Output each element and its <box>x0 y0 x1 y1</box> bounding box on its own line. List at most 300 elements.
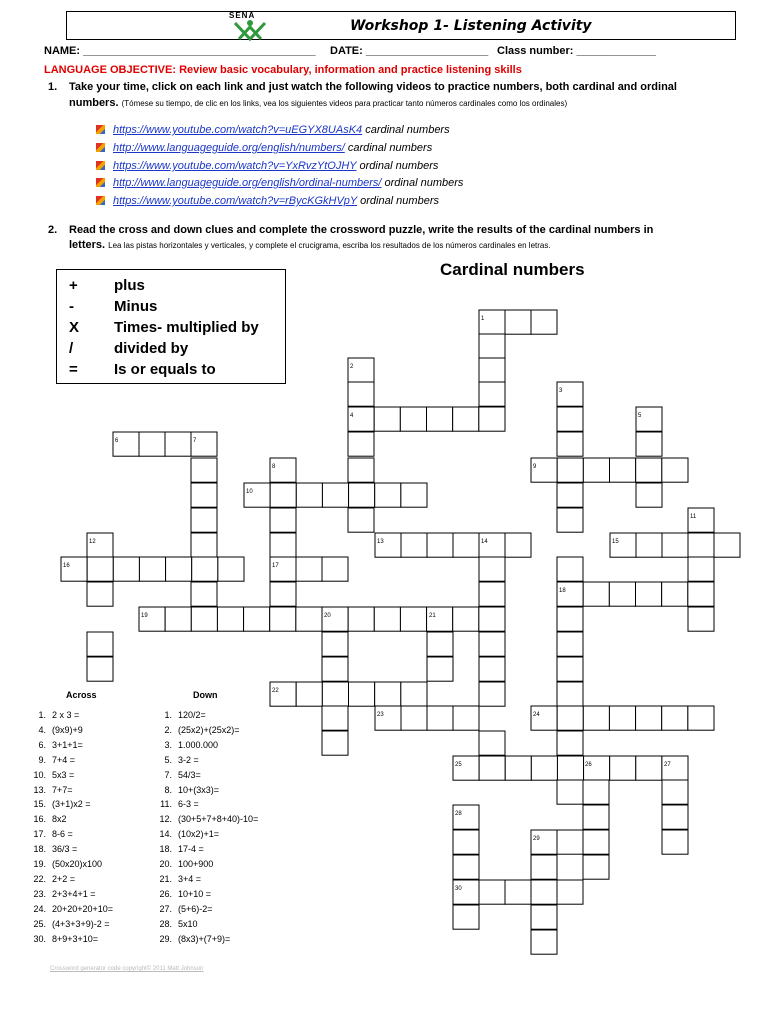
grid-clue-number: 28 <box>455 811 462 817</box>
clue-text: (50x20)x100 <box>52 859 103 869</box>
crossword-cell[interactable] <box>557 432 583 456</box>
crossword-cell[interactable] <box>557 607 583 631</box>
crossword-cell[interactable] <box>61 557 87 581</box>
crossword-cell[interactable] <box>557 706 583 730</box>
crossword-cell[interactable] <box>139 557 165 581</box>
grid-clue-number: 25 <box>455 762 462 768</box>
clue-number: 1. <box>38 710 46 720</box>
crossword-cell[interactable] <box>557 382 583 406</box>
clue-row <box>24 859 102 869</box>
crossword-cell[interactable] <box>322 557 348 581</box>
clue-text: 54/3= <box>178 769 201 780</box>
crossword-cell[interactable] <box>139 607 165 631</box>
crossword-cell[interactable] <box>688 508 714 532</box>
clue-row <box>24 829 73 839</box>
crossword-cell[interactable] <box>662 830 688 854</box>
clue-row <box>150 740 218 750</box>
grid-clue-number: 10 <box>246 489 253 495</box>
video-link[interactable]: https://www.youtube.com/watch?v=YxRvzYtOJHY <box>113 160 357 172</box>
crossword-cell[interactable] <box>479 582 505 606</box>
crossword-cell[interactable] <box>505 533 531 557</box>
crossword-cell[interactable] <box>714 533 740 557</box>
clue-number: 14. <box>159 829 172 840</box>
crossword-cell[interactable] <box>349 483 375 507</box>
crossword-cell[interactable] <box>374 407 400 431</box>
crossword-cell[interactable] <box>87 657 113 681</box>
crossword-cell[interactable] <box>270 533 296 557</box>
crossword-cell[interactable] <box>348 458 374 482</box>
crossword-cell[interactable] <box>688 533 714 557</box>
clue-row <box>24 814 67 824</box>
crossword-cell[interactable] <box>557 458 583 482</box>
crossword-cell[interactable] <box>322 632 348 656</box>
crossword-cell[interactable] <box>479 557 505 581</box>
clue-number: 21. <box>159 873 172 884</box>
clue-text: 2 x 3 = <box>52 710 80 720</box>
clue-number: 29. <box>159 933 172 944</box>
video-link[interactable]: https://www.youtube.com/watch?v=rBycKGkHVpY <box>113 195 358 207</box>
link-label: cardinal numbers <box>347 142 433 154</box>
clue-number: 30. <box>33 933 46 944</box>
clue-row <box>24 889 96 899</box>
crossword-cell[interactable] <box>583 780 609 804</box>
crossword-cell[interactable] <box>453 407 479 431</box>
crossword-cell[interactable] <box>531 905 557 929</box>
clue-number: 16. <box>33 814 46 825</box>
step2-note: Lea las pistas horizontales y verticales, y complete el crucigrama, escriba los resultados de los números cardinales en letras. <box>108 241 551 250</box>
crossword-cell[interactable] <box>636 432 662 456</box>
crossword-cell[interactable] <box>479 880 505 904</box>
clue-number: 13. <box>33 784 46 795</box>
clue-number: 9. <box>38 754 46 765</box>
class-number-field[interactable]: Class number: _____________ <box>497 45 656 57</box>
crossword-cell[interactable] <box>270 682 296 706</box>
grid-clue-number: 1 <box>481 316 485 322</box>
symbol-meaning: Times- multiplied by <box>114 319 259 336</box>
crossword-cell[interactable] <box>583 706 609 730</box>
crossword-cell[interactable] <box>348 508 374 532</box>
crossword-cell[interactable] <box>609 706 635 730</box>
clue-row <box>24 740 83 750</box>
crossword-cell[interactable] <box>479 682 505 706</box>
crossword-cell[interactable] <box>87 557 113 581</box>
crossword-cell[interactable] <box>427 533 453 557</box>
crossword-cell[interactable] <box>479 533 505 557</box>
crossword-cell[interactable] <box>270 458 296 482</box>
video-link[interactable]: http://www.languageguide.org/english/ordinal-numbers/ <box>113 177 382 189</box>
crossword-cell[interactable] <box>192 557 218 581</box>
clue-number: 3. <box>164 739 172 750</box>
clue-text: (30+5+7+8+40)-10= <box>178 814 259 825</box>
crossword-cell[interactable] <box>296 607 322 631</box>
footer-credit: Crossword generator code copyright© 2011 Matt Johnson <box>50 966 204 972</box>
crossword-cell[interactable] <box>453 905 479 929</box>
crossword-cell[interactable] <box>427 657 453 681</box>
crossword-cell[interactable] <box>375 533 401 557</box>
clue-number: 20. <box>159 859 172 869</box>
crossword-cell[interactable] <box>688 607 714 631</box>
crossword-cell[interactable] <box>662 458 688 482</box>
crossword-cell[interactable] <box>557 483 583 507</box>
grid-clue-number: 19 <box>141 613 148 619</box>
crossword-cell[interactable] <box>662 780 688 804</box>
crossword-cell[interactable] <box>453 805 479 829</box>
clue-number: 18. <box>33 844 46 855</box>
crossword-cell[interactable] <box>322 682 348 706</box>
name-field[interactable]: NAME: ______________________________________ <box>44 45 316 57</box>
crossword-cell[interactable] <box>636 483 662 507</box>
crossword-cell[interactable] <box>636 756 662 780</box>
crossword-cell[interactable] <box>191 607 217 631</box>
crossword-cell[interactable] <box>557 557 583 581</box>
clue-row <box>150 904 213 914</box>
symbol: - <box>69 298 74 315</box>
crossword-cell[interactable] <box>401 706 427 730</box>
crossword-cell[interactable] <box>583 582 609 606</box>
clue-text: 10+10 = <box>178 888 212 899</box>
crossword-cell[interactable] <box>505 756 531 780</box>
crossword-cell[interactable] <box>400 407 426 431</box>
clue-number: 2. <box>164 724 172 735</box>
clue-row <box>150 874 201 884</box>
clue-number: 24. <box>33 903 46 914</box>
crossword-cell[interactable] <box>453 756 479 780</box>
crossword-cell[interactable] <box>531 830 557 854</box>
crossword-cell[interactable] <box>636 533 662 557</box>
crossword-cell[interactable] <box>662 756 688 780</box>
crossword-cell[interactable] <box>479 310 505 334</box>
link-label: ordinal numbers <box>360 195 439 207</box>
grid-clue-number: 3 <box>559 388 563 394</box>
crossword-cell[interactable] <box>87 582 113 606</box>
crossword-cell[interactable] <box>322 731 348 755</box>
crossword-cell[interactable] <box>427 632 453 656</box>
clue-text: 5x10 <box>178 918 198 929</box>
clue-number: 26. <box>159 888 172 899</box>
grid-clue-number: 24 <box>533 712 540 718</box>
crossword-cell[interactable] <box>427 607 453 631</box>
symbol-meaning: Minus <box>114 298 158 315</box>
crossword-cell[interactable] <box>662 533 688 557</box>
clue-text: 2+2 = <box>52 873 76 884</box>
clue-text: 7+7= <box>52 784 73 795</box>
crossword-cell[interactable] <box>531 756 557 780</box>
crossword-cell[interactable] <box>191 458 217 482</box>
clue-row <box>24 844 77 854</box>
crossword-cell[interactable] <box>583 830 609 854</box>
crossword-cell[interactable] <box>505 310 531 334</box>
crossword-cell[interactable] <box>375 706 401 730</box>
across-header: Across <box>66 690 97 700</box>
clue-row <box>150 919 198 929</box>
crossword-cell[interactable] <box>531 930 557 954</box>
crossword-cell[interactable] <box>349 682 375 706</box>
crossword-cell[interactable] <box>479 607 505 631</box>
clue-text: (25x2)+(25x2)= <box>178 724 240 735</box>
clue-number: 8. <box>164 784 172 795</box>
crossword-cell[interactable] <box>636 706 662 730</box>
crossword-cell[interactable] <box>636 458 662 482</box>
clue-number: 12. <box>159 814 172 825</box>
page-title: Workshop 1- Listening Activity <box>350 18 592 34</box>
clue-text: 6-3 = <box>178 799 199 810</box>
crossword-cell[interactable] <box>662 582 688 606</box>
crossword-cell[interactable] <box>688 582 714 606</box>
logo-text: SENA <box>229 11 256 20</box>
crossword-cell[interactable] <box>113 432 139 456</box>
clue-row <box>150 859 213 869</box>
crossword-cell[interactable] <box>557 508 583 532</box>
grid-clue-number: 11 <box>690 514 697 520</box>
clue-number: 17. <box>33 829 46 840</box>
crossword-cell[interactable] <box>296 682 322 706</box>
crossword-cell[interactable] <box>166 557 192 581</box>
grid-clue-number: 29 <box>533 836 540 842</box>
grid-clue-number: 23 <box>377 712 384 718</box>
clue-row <box>24 919 110 929</box>
grid-clue-number: 7 <box>193 438 197 444</box>
clue-row <box>150 829 219 839</box>
grid-clue-number: 30 <box>455 886 462 892</box>
clue-text: 36/3 = <box>52 844 78 855</box>
clue-text: 7+4 = <box>52 754 76 765</box>
crossword-cell[interactable] <box>610 756 636 780</box>
clue-row <box>24 725 83 735</box>
symbol-meaning: Is or equals to <box>114 361 216 378</box>
grid-clue-number: 26 <box>585 762 592 768</box>
crossword-cell[interactable] <box>165 607 191 631</box>
clue-number: 6. <box>38 739 46 750</box>
step1-number: 1. <box>48 81 58 93</box>
crossword-cell[interactable] <box>217 607 243 631</box>
crossword-cell[interactable] <box>557 756 583 780</box>
crossword-cell[interactable] <box>453 830 479 854</box>
crossword-cell[interactable] <box>218 557 244 581</box>
clue-number: 28. <box>159 918 172 929</box>
crossword-cell[interactable] <box>531 310 557 334</box>
clue-number: 18. <box>159 844 172 855</box>
crossword-cell[interactable] <box>375 483 401 507</box>
crossword-cell[interactable] <box>348 358 374 382</box>
crossword-cell[interactable] <box>427 706 453 730</box>
crossword-cell[interactable] <box>531 880 557 904</box>
grid-clue-number: 4 <box>350 413 354 419</box>
crossword-cell[interactable] <box>557 407 583 431</box>
crossword-cell[interactable] <box>427 407 453 431</box>
crossword-cell[interactable] <box>479 632 505 656</box>
clue-row <box>150 844 204 854</box>
crossword-cell[interactable] <box>557 780 583 804</box>
crossword-cell[interactable] <box>139 432 165 456</box>
crossword-cell[interactable] <box>531 855 557 879</box>
clue-text: 3+4 = <box>178 873 202 884</box>
step2-text: Read the cross and down clues and complete the crossword puzzle, write the results of the cardinal numbers in <box>69 224 654 236</box>
clue-text: (5+6)-2= <box>178 903 213 914</box>
crossword-cell[interactable] <box>479 382 505 406</box>
step1-text: Take your time, click on each link and just watch the following videos to practice numbers, both cardinal and ordinal <box>69 81 677 93</box>
clue-row <box>150 889 211 899</box>
clue-text: 2+3+4+1 = <box>52 888 96 899</box>
crossword-cell[interactable] <box>191 508 217 532</box>
crossword-cell[interactable] <box>583 855 609 879</box>
crossword-cell[interactable] <box>584 756 610 780</box>
crossword-cell[interactable] <box>191 432 217 456</box>
clue-text: 100+900 <box>178 859 214 869</box>
clue-row <box>150 755 199 765</box>
crossword-cell[interactable] <box>348 382 374 406</box>
date-field[interactable]: DATE: ____________________ <box>330 45 489 57</box>
crossword-cell[interactable] <box>401 533 427 557</box>
crossword-title: Cardinal numbers <box>440 260 585 279</box>
crossword-cell[interactable] <box>87 533 113 557</box>
crossword-cell[interactable] <box>636 407 662 431</box>
crossword-cell[interactable] <box>453 533 479 557</box>
crossword-cell[interactable] <box>479 407 505 431</box>
clue-row <box>24 755 75 765</box>
grid-clue-number: 17 <box>272 563 279 569</box>
crossword-cell[interactable] <box>270 508 296 532</box>
crossword-cell[interactable] <box>479 657 505 681</box>
crossword-cell[interactable] <box>531 706 557 730</box>
clue-row <box>24 785 73 795</box>
crossword-cell[interactable] <box>557 830 583 854</box>
clue-text: 3+1+1= <box>52 739 83 750</box>
clue-number: 27. <box>159 903 172 914</box>
clue-text: 8+9+3+10= <box>52 933 99 944</box>
clue-text: 1.000.000 <box>178 739 219 750</box>
crossword-cell[interactable] <box>322 483 348 507</box>
crossword-cell[interactable] <box>479 731 505 755</box>
crossword-cell[interactable] <box>322 607 348 631</box>
crossword-cell[interactable] <box>191 483 217 507</box>
crossword-cell[interactable] <box>401 682 427 706</box>
crossword-cell[interactable] <box>296 483 322 507</box>
grid-clue-number: 9 <box>533 464 537 470</box>
crossword-cell[interactable] <box>322 706 348 730</box>
clue-number: 7. <box>164 769 172 780</box>
step2-text2: letters. <box>69 239 106 251</box>
symbol-meaning: plus <box>114 277 145 294</box>
crossword-cell[interactable] <box>453 706 479 730</box>
crossword-cell[interactable] <box>348 432 374 456</box>
crossword-cell[interactable] <box>270 607 296 631</box>
crossword-cell[interactable] <box>609 582 635 606</box>
crossword-cell[interactable] <box>557 657 583 681</box>
crossword-cell[interactable] <box>583 805 609 829</box>
crossword-cell[interactable] <box>401 483 427 507</box>
crossword-cell[interactable] <box>557 731 583 755</box>
clue-row <box>24 904 113 914</box>
clue-row <box>150 725 240 735</box>
crossword-cell[interactable] <box>453 880 479 904</box>
crossword-cell[interactable] <box>557 682 583 706</box>
down-header: Down <box>193 690 218 700</box>
crossword-cell[interactable] <box>270 483 296 507</box>
clue-number: 22. <box>33 873 46 884</box>
crossword-cell[interactable] <box>531 458 557 482</box>
grid-clue-number: 2 <box>350 364 354 370</box>
step2-number: 2. <box>48 224 58 236</box>
crossword-cell[interactable] <box>270 557 296 581</box>
step1-note: (Tómese su tiempo, de clic en los links, vea los siguientes videos para practicar tanto números cardinales como los ordinales) <box>121 99 568 108</box>
clue-text: 10+(3x3)= <box>178 784 220 795</box>
crossword-cell[interactable] <box>662 706 688 730</box>
crossword-cell[interactable] <box>662 805 688 829</box>
crossword-cell[interactable] <box>374 607 400 631</box>
crossword-cell[interactable] <box>270 582 296 606</box>
crossword-cell[interactable] <box>165 432 191 456</box>
crossword-cell[interactable] <box>375 682 401 706</box>
video-link[interactable]: http://www.languageguide.org/english/numbers/ <box>113 142 345 154</box>
crossword-cell[interactable] <box>322 657 348 681</box>
clue-text: (10x2)+1= <box>178 829 220 840</box>
clue-row <box>24 874 75 884</box>
clue-text: 20+20+20+10= <box>52 903 114 914</box>
crossword-cell[interactable] <box>296 557 322 581</box>
clue-text: 120/2= <box>178 710 206 720</box>
crossword-cell[interactable] <box>636 582 662 606</box>
grid-clue-number: 12 <box>89 539 96 545</box>
crossword-cell[interactable] <box>610 533 636 557</box>
crossword-cell[interactable] <box>348 607 374 631</box>
grid-clue-number: 27 <box>664 762 671 768</box>
crossword-cell[interactable] <box>688 706 714 730</box>
link-label: ordinal numbers <box>359 160 439 172</box>
crossword-cell[interactable] <box>610 458 636 482</box>
crossword-cell[interactable] <box>688 557 714 581</box>
clue-number: 5. <box>164 754 172 765</box>
crossword-cell[interactable] <box>113 557 139 581</box>
clue-text: 8x2 <box>52 814 67 825</box>
video-link[interactable]: https://www.youtube.com/watch?v=uEGYX8UAsK4 <box>113 124 363 136</box>
grid-clue-number: 15 <box>612 539 619 545</box>
crossword-cell[interactable] <box>557 880 583 904</box>
crossword-cell[interactable] <box>87 632 113 656</box>
crossword-cell[interactable] <box>505 880 531 904</box>
crossword-cell[interactable] <box>348 407 374 431</box>
crossword-cell[interactable] <box>479 756 505 780</box>
crossword-cell[interactable] <box>400 607 426 631</box>
grid-clue-number: 6 <box>115 438 119 444</box>
clue-text: 17-4 = <box>178 844 204 855</box>
clue-row <box>150 934 230 944</box>
clue-number: 11. <box>160 799 172 810</box>
crossword-cell[interactable] <box>244 607 270 631</box>
crossword-cell[interactable] <box>557 632 583 656</box>
clue-number: 10. <box>33 769 46 780</box>
crossword-cell[interactable] <box>557 582 583 606</box>
symbol: = <box>69 361 78 378</box>
grid-clue-number: 20 <box>324 613 331 619</box>
grid-clue-number: 5 <box>638 413 642 419</box>
crossword-cell[interactable] <box>453 607 479 631</box>
crossword-cell[interactable] <box>479 358 505 382</box>
crossword-cell[interactable] <box>244 483 270 507</box>
crossword-cell[interactable] <box>453 855 479 879</box>
clue-number: 15. <box>33 799 46 810</box>
crossword-cell[interactable] <box>191 533 217 557</box>
clue-row <box>150 710 206 720</box>
crossword-cell[interactable] <box>191 582 217 606</box>
clue-text: (3+1)x2 = <box>52 799 91 810</box>
clue-row <box>150 785 219 795</box>
clue-number: 19. <box>33 859 46 869</box>
crossword-cell[interactable] <box>583 458 609 482</box>
clue-row <box>24 770 74 780</box>
crossword-cell[interactable] <box>479 334 505 358</box>
clue-number: 23. <box>33 888 46 899</box>
clue-text: 5x3 = <box>52 769 75 780</box>
